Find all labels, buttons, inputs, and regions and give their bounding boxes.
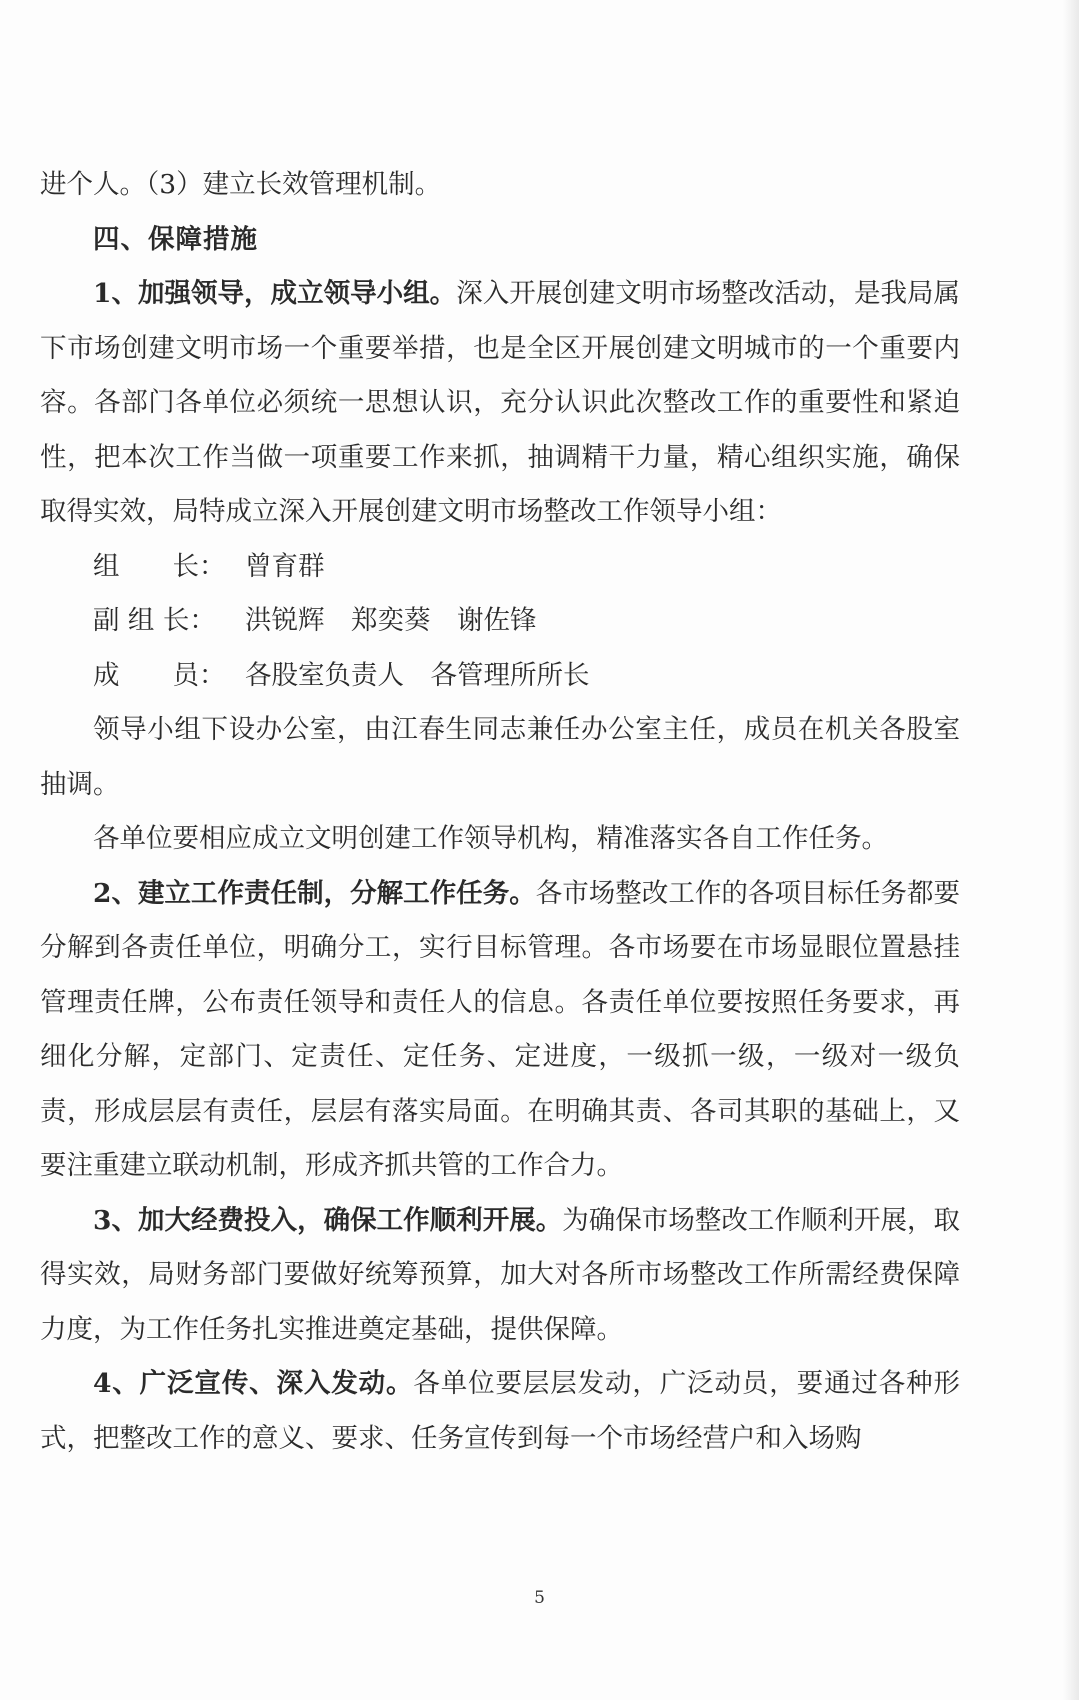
member-names: 各股室负责人 各管理所所长 <box>245 659 590 691</box>
member-row-leader <box>40 540 960 595</box>
member-role: 组 长： <box>93 550 226 582</box>
paragraph-lead-1: 1、加强领导，成立领导小组。 <box>93 278 457 309</box>
paragraph-funding <box>40 1194 960 1358</box>
paragraph-body-1: 深入开展创建文明市场整改活动，是我局属下市场创建文明市场一个重要举措，也是全区开展创建文明城市的一个重要内容。各部门各单位必须统一思想认识，充分认识此次整改工作的重要性和紧迫性，把本次工作当做一项重要工作来抓，抽调精干力量，精心组织实施，确保取得实效，局特成立深入开展创建文明市场整改工作领导小组： <box>40 278 960 527</box>
section-heading: 四、保障措施 <box>93 223 258 255</box>
page-number: 5 <box>534 1588 545 1608</box>
paragraph-lead-2: 2、建立工作责任制，分解工作任务。 <box>93 877 536 909</box>
paragraph-lead-3: 3、加大经费投入，确保工作顺利开展。 <box>93 1204 563 1236</box>
paragraph-body-3: 为确保市场整改工作顺利开展，取得实效，局财务部门要做好统筹预算，加大对各所市场整改工作所需经费保障力度，为工作任务扎实推进奠定基础，提供保障。 <box>40 1204 960 1345</box>
member-row-members <box>40 649 960 704</box>
paragraph-continuation: 进个人。（3）建立长效管理机制。 <box>40 169 442 200</box>
paragraph-lead-4: 4、广泛宣传、深入发动。 <box>93 1368 414 1399</box>
member-role: 成 员： <box>93 659 226 691</box>
paragraph-office: 领导小组下设办公室，由江春生同志兼任办公室主任，成员在机关各股室抽调。 <box>40 714 960 800</box>
member-names: 洪锐辉 郑奕葵 谢佐锋 <box>245 605 537 636</box>
paragraph-body-2: 各市场整改工作的各项目标任务都要分解到各责任单位，明确分工，实行目标管理。各市场要在市场显眼位置悬挂管理责任牌，公布责任领导和责任人的信息。各责任单位要按照任务要求，再细化分解，定部门、定责任、定任务、定进度，一级抓一级，一级对一级负责，形成层层有责任，层层有落实局面。在明确其责、各司其职的基础上，又要注重建立联动机制，形成齐抓共管的工作合力。 <box>40 877 960 1181</box>
paragraph-body-4: 各单位要层层发动，广泛动员，要通过各种形式，把整改工作的意义、要求、任务宣传到每一个市场经营户和入场购 <box>40 1368 960 1454</box>
page-edge-shadow <box>1063 0 1079 1700</box>
document-body <box>40 158 960 1466</box>
member-role: 副 组 长： <box>93 605 216 636</box>
member-row-deputy <box>40 594 960 649</box>
member-names: 曾育群 <box>245 550 325 582</box>
paragraph-publicity <box>40 1357 960 1466</box>
paragraph-responsibility <box>40 867 960 1194</box>
paragraph-units: 各单位要相应成立文明创建工作领导机构，精准落实各自工作任务。 <box>93 823 888 854</box>
paragraph-leadership <box>40 267 960 540</box>
